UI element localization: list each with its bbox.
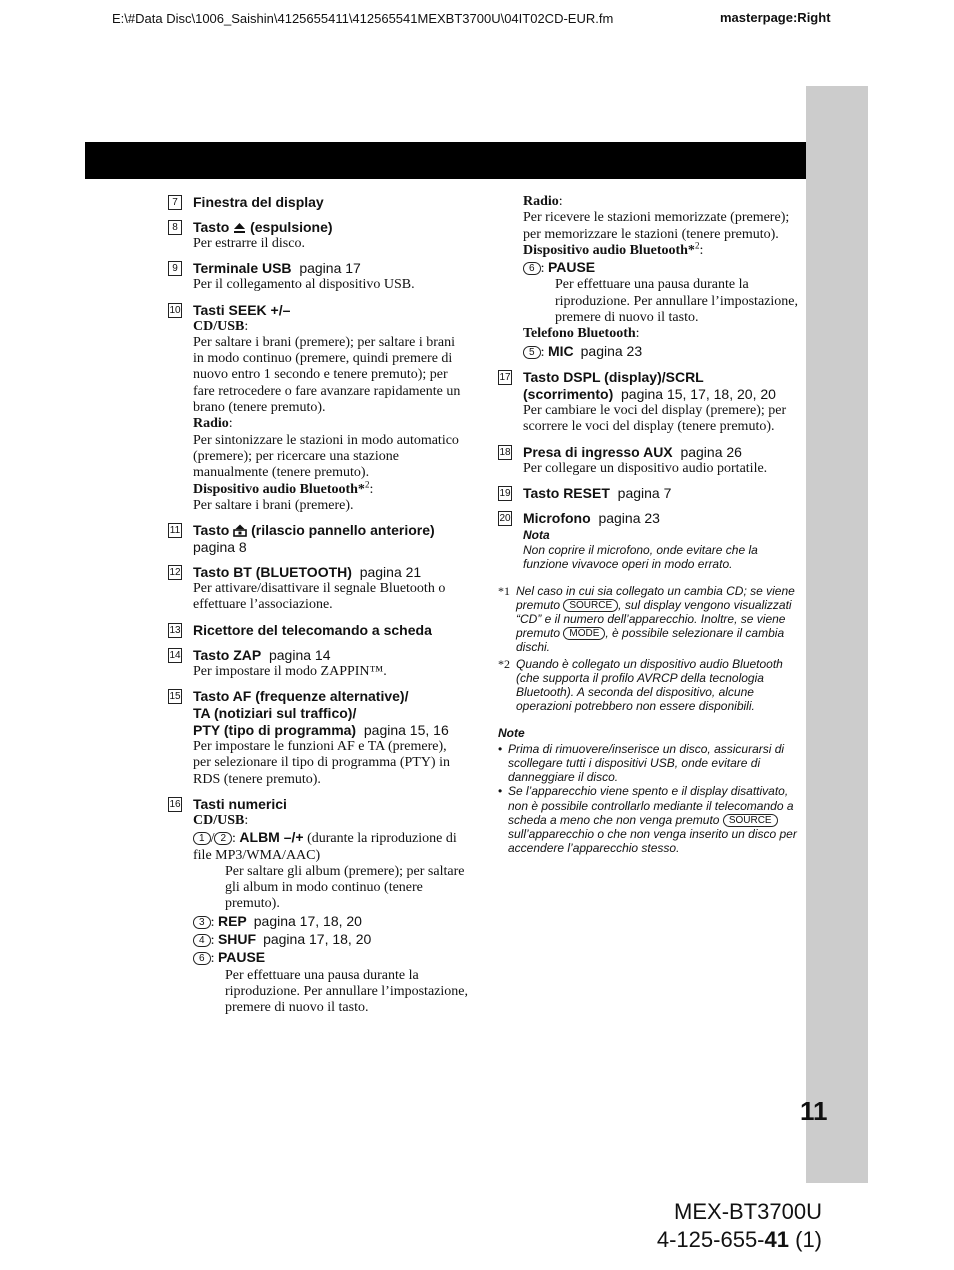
masterpage-label: masterpage:Right: [720, 10, 831, 25]
item-title: [523, 444, 800, 461]
source-key: SOURCE: [563, 599, 618, 612]
footnote-text: , sul display vengono visualizzati “CD” e il numero dell’apparecchio. Inoltre, se viene premuto: [516, 597, 792, 641]
title-text: Microfono: [523, 509, 591, 526]
item-title: [193, 219, 468, 236]
item-number: 11: [169, 525, 181, 537]
function-name: REP: [217, 912, 247, 929]
title-part: Tasto: [193, 522, 234, 539]
item-number: 7: [168, 195, 182, 210]
item-16: 16 Tasti numerici CD/USB: 1 / 2 : ALBM –/+ (durante la riproduzione di file MP3/WMA/AAC) Per saltare gli album (premere); per saltare gli album in modo continuo (tenere premuto). 3 : REP pagina 17, 18, 20 4 : SHUF pagina 17, 18, 20 6 : PAUSE Per effettuare una pausa durante la riproduzione. Per annullare l’impostazione, premere di nuovo il tasto.: [169, 795, 468, 1016]
mode-description: Per saltare i brani (premere); per saltare i brani in modo continuo (premere, quindi premere di nuovo entro 1 secondo e tenere premuto); per fare retrocedere o fare avanzare rapidamente un brano (tenere premuto).: [193, 334, 461, 416]
item-7: [168, 194, 468, 211]
item-description: Per attivare/disattivare il segnale Bluetooth o effettuare l’associazione.: [193, 581, 446, 613]
footnote-text: Nel caso in cui sia collegato un cambia CD; se viene premuto: [516, 583, 795, 612]
item-title: [523, 485, 800, 502]
item-title: [193, 647, 468, 664]
item-title-line: TA (notiziari sul traffico)/: [193, 705, 357, 722]
item-11: [168, 522, 468, 556]
item-13: [168, 622, 468, 639]
eject-icon: [233, 222, 246, 234]
item-title: [193, 522, 468, 539]
item-description: Per impostare il modo ZAPPIN™.: [193, 663, 387, 679]
item-number: 14: [169, 649, 181, 661]
right-column: [498, 194, 800, 855]
footnote-2: [498, 657, 800, 714]
title-text: Tasto ZAP: [193, 646, 262, 663]
item-number: 8: [168, 220, 182, 235]
notes-heading: Note: [498, 726, 525, 741]
model-code: [657, 1198, 822, 1254]
shuf-line: 4 : SHUF pagina 17, 18, 20: [193, 931, 468, 949]
note-text: Prima di rimuovere/inserisce un disco, assicurarsi di scollegare tutti i dispositivi USB, onde evitare di danneggiare il disco.: [508, 741, 785, 785]
page-ref: pagina 15, 16: [363, 722, 449, 739]
source-key: SOURCE: [723, 814, 778, 827]
mode-label: Telefono Bluetooth: [523, 326, 636, 342]
title-text: Tasto RESET: [523, 484, 610, 501]
item-description: Per il collegamento al dispositivo USB.: [193, 277, 415, 293]
item-title: [193, 260, 468, 277]
note-bullet-1: [498, 742, 800, 785]
page-number: 11: [800, 1096, 828, 1126]
footnote-ref: 2: [364, 478, 370, 489]
page-ref: pagina 17: [299, 260, 361, 277]
model-name: MEX-BT3700U: [674, 1199, 822, 1224]
footnote-mark: *1: [498, 583, 510, 598]
part-prefix: 4-125-655-: [656, 1227, 765, 1252]
item-number: 17: [499, 371, 511, 383]
item-title-line: Tasto DSPL (display)/SCRL: [523, 368, 704, 385]
pause-line: 6 : PAUSE: [193, 949, 468, 967]
key-3: 3: [193, 916, 211, 929]
footnote-mark: *2: [498, 656, 510, 671]
item-14: [168, 647, 468, 680]
item-title: Ricettore del telecomando a scheda: [193, 621, 432, 638]
item-number: 15: [169, 691, 181, 703]
bullet: •: [498, 784, 503, 799]
item-title: Finestra del display: [193, 194, 324, 210]
item-number: 13: [169, 624, 181, 636]
note-bullet-2: [498, 784, 800, 855]
footnote-text: Quando è collegato un dispositivo audio Bluetooth (che supporta il profilo AVRCP della tecnologia Bluetooth). A seconda del dispositivo, alcune operazioni potrebbero non essere disponibili.: [516, 656, 783, 714]
function-description: Per effettuare una pausa durante la riproduzione. Per annullare l’impostazione, premere di nuovo il tasto.: [555, 277, 798, 326]
item-8: [168, 219, 468, 252]
item-title: Tasti numerici: [193, 795, 287, 812]
item-title-line: Tasto AF (frequenze alternative)/: [193, 688, 409, 705]
function-name: PAUSE: [217, 949, 266, 966]
note-text: Se l’apparecchio viene spento e il display disattivato, non è possibile controllarlo mediante il telecomando a scheda a meno che non venga premuto: [508, 784, 794, 827]
item-10: 10 Tasti SEEK +/– CD/USB: Per saltare i brani (premere); per saltare i brani in modo continuo (premere, quindi premere di nuovo entro 1 secondo e tenere premuto); per fare retrocedere o fare avanzare rapidamente un brano (tenere premuto). Radio: Per sintonizzare le stazioni in modo automatico (premere); per ricercare una stazione manualmente (tenere premuto). Dispositivo audio Bluetooth*$^2$: Per saltare i brani (premere).: [168, 302, 468, 515]
function-description: Per saltare gli album (premere); per saltare gli album in modo continuo (tenere premuto).: [225, 863, 465, 912]
item-20: [498, 510, 800, 572]
part-suffix: (1): [789, 1227, 822, 1252]
item-description: Per collegare un dispositivo audio portatile.: [523, 460, 768, 476]
title-text: Presa di ingresso AUX: [523, 443, 673, 460]
mode-description: Per sintonizzare le stazioni in modo automatico (premere); per ricercare una stazione manualmente (tenere premuto).: [193, 432, 459, 481]
page-ref: pagina 7: [617, 484, 672, 501]
footnote-ref: 2: [694, 240, 700, 251]
function-name: PAUSE: [547, 259, 596, 276]
footnote-1: [498, 584, 800, 655]
item-number: 20: [499, 512, 511, 524]
section-title-bar: [85, 142, 806, 179]
item-18: [498, 444, 800, 477]
title-part: (rilascio pannello anteriore): [247, 522, 435, 539]
mic-line: 5 : MIC pagina 23: [523, 343, 800, 361]
nota-heading: Nota: [523, 527, 550, 542]
function-name: SHUF: [217, 931, 257, 948]
item-title-line: [193, 722, 468, 739]
footnote-text: , è possibile selezionare il cambia dischi.: [516, 626, 785, 655]
page-ref: pagina 23: [598, 509, 660, 526]
file-path-header: E:\#Data Disc\1006_Saishin\4125655411\412565541MEXBT3700U\04IT02CD-EUR.fm: [112, 11, 614, 26]
item-16-continued: Radio: Per ricevere le stazioni memorizzate (premere); per memorizzare le stazioni (tenere premuto). Dispositivo audio Bluetooth*$^2$: 6 : PAUSE Per effettuare una pausa durante la riproduzione. Per annullare l’impostazione, premere di nuovo il tasto. Telefono Bluetooth: 5 : MIC pagina 23: [498, 194, 800, 361]
item-title: [193, 564, 468, 581]
item-title: Tasti SEEK +/–: [193, 301, 291, 318]
item-9: [168, 260, 468, 293]
page-ref: pagina 8: [193, 539, 247, 556]
item-description: Per impostare le funzioni AF e TA (premere), per selezionare il tipo di programma (PTY) in RDS (tenere premuto).: [193, 739, 450, 787]
page-ref: pagina 17, 18, 20: [253, 912, 362, 929]
item-19: [498, 485, 800, 502]
item-number: 10: [169, 304, 181, 316]
item-description: Per estrarre il disco.: [193, 236, 305, 251]
item-number: 18: [499, 446, 511, 458]
page-ref: pagina 14: [268, 646, 331, 663]
bullet: •: [498, 741, 503, 756]
mode-label: CD/USB: [193, 318, 245, 334]
mode-label: Radio: [193, 416, 229, 432]
panel-release-icon: [233, 524, 247, 537]
function-name: MIC: [547, 342, 574, 359]
page-ref: pagina 23: [580, 342, 643, 359]
key-6: 6: [193, 952, 211, 965]
item-15: [168, 688, 468, 788]
page-ref: pagina 26: [680, 443, 742, 460]
item-number: 19: [499, 487, 511, 499]
item-number: 16: [169, 798, 181, 810]
item-title-line: [523, 386, 800, 403]
key-4: 4: [193, 934, 211, 947]
key-6: 6: [523, 262, 541, 275]
key-2: 2: [214, 832, 232, 845]
title-text: (scorrimento): [523, 385, 614, 402]
page-ref: pagina 15, 17, 18, 20, 20: [621, 385, 776, 402]
item-title: [523, 510, 800, 527]
item-number: 9: [168, 261, 182, 276]
function-name: ALBM –/+: [239, 829, 304, 846]
function-note: (durante la riproduzione di file MP3/WMA/AAC): [193, 831, 457, 863]
part-bold: 41: [764, 1227, 789, 1252]
item-description: Per cambiare le voci del display (premere); per scorrere le voci del display (tenere premuto).: [523, 402, 787, 435]
page-ref: pagina 17, 18, 20: [263, 931, 372, 948]
mode-key: MODE: [563, 627, 605, 640]
item-number: 12: [169, 567, 181, 579]
left-column: [168, 194, 468, 1025]
nota-text: Non coprire il microfono, onde evitare che la funzione vivavoce operi in modo errato.: [523, 543, 758, 572]
mode-label: Dispositivo audio Bluetooth*: [523, 242, 695, 258]
key-5: 5: [523, 346, 541, 359]
function-description: Per effettuare una pausa durante la riproduzione. Per annullare l’impostazione, premere di nuovo il tasto.: [225, 967, 468, 1016]
mode-description: Per saltare i brani (premere).: [193, 497, 354, 513]
title-text: PTY (tipo di programma): [193, 722, 357, 739]
rep-line: 3 : REP pagina 17, 18, 20: [193, 913, 468, 931]
page-side-tab: [806, 86, 868, 1183]
title-part: (espulsione): [246, 219, 333, 235]
mode-label: CD/USB: [193, 812, 245, 828]
page-ref: pagina 21: [359, 564, 422, 581]
albm-keys-line: 1 / 2 : ALBM –/+ (durante la riproduzione di file MP3/WMA/AAC): [193, 829, 457, 863]
note-text: sull’apparecchio o che non venga inserito un disco per accendere l’apparecchio stesso.: [508, 826, 797, 856]
item-17: [498, 369, 800, 436]
title-part: Tasto: [193, 219, 234, 235]
key-1: 1: [193, 832, 211, 845]
mode-label: Dispositivo audio Bluetooth*: [193, 481, 365, 497]
bt-pause-line: 6 : PAUSE: [523, 259, 800, 277]
title-text: Tasto BT (BLUETOOTH): [193, 564, 352, 581]
part-number: [657, 1226, 822, 1254]
item-12: [168, 564, 468, 614]
mode-label: Radio: [523, 194, 559, 209]
title-text: Terminale USB: [193, 260, 292, 277]
mode-description: Per ricevere le stazioni memorizzate (premere); per memorizzare le stazioni (tenere premuto).: [523, 210, 790, 242]
